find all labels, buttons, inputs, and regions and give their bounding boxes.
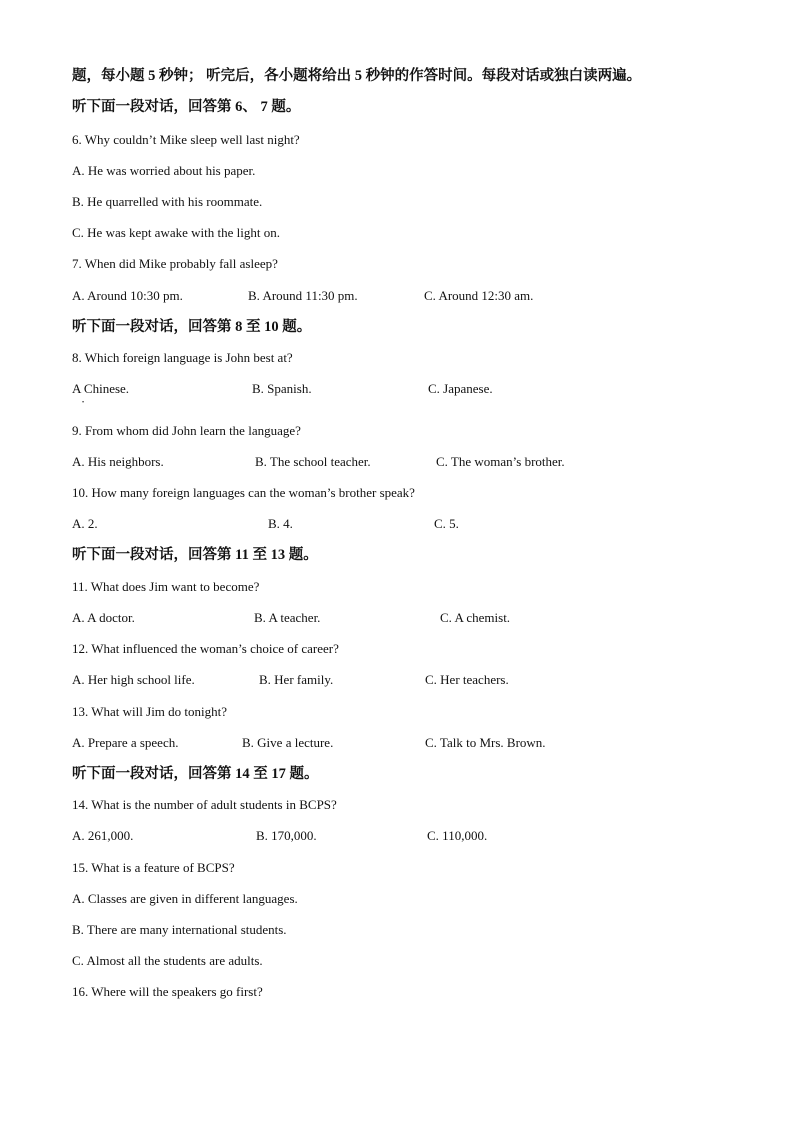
question-7-option-a: A. Around 10:30 pm. xyxy=(72,288,183,303)
question-9-option-c: C. The woman’s brother. xyxy=(436,454,565,469)
question-8: 8. Which foreign language is John best at? xyxy=(72,350,293,365)
question-9: 9. From whom did John learn the language? xyxy=(72,423,301,438)
question-13: 13. What will Jim do tonight? xyxy=(72,704,228,719)
section-heading: 听下面一段对话，回答第 14 至 17 题。 xyxy=(72,766,319,782)
question-8-option-c: C. Japanese. xyxy=(428,381,493,396)
question-11-option-c: C. A chemist. xyxy=(440,610,511,625)
question-14-option-a: A. 261,000. xyxy=(72,828,134,843)
section-heading: 听下面一段对话，回答第 8 至 10 题。 xyxy=(72,319,312,335)
question-6-option-a: A. He was worried about his paper. xyxy=(72,163,256,178)
question-15-option-c: C. Almost all the students are adults. xyxy=(72,953,263,968)
question-6-option-c: C. He was kept awake with the light on. xyxy=(72,225,280,240)
question-6: 6. Why couldn’t Mike sleep well last night? xyxy=(72,132,300,147)
question-6-option-b: B. He quarrelled with his roommate. xyxy=(72,194,263,209)
question-15-option-a: A. Classes are given in different languages. xyxy=(72,891,298,906)
question-15: 15. What is a feature of BCPS? xyxy=(72,860,235,875)
section-heading: 听下面一段对话，回答第 6、 7 题。 xyxy=(72,99,301,115)
question-12-option-b: B. Her family. xyxy=(259,672,334,687)
question-16: 16. Where will the speakers go first? xyxy=(72,984,263,999)
section-heading: 听下面一段对话，回答第 11 至 13 题。 xyxy=(72,547,318,563)
question-13-option-a: A. Prepare a speech. xyxy=(72,735,179,750)
question-12: 12. What influenced the woman’s choice of career? xyxy=(72,641,339,656)
question-7-option-c: C. Around 12:30 am. xyxy=(424,288,534,303)
question-10-option-b: B. 4. xyxy=(268,516,293,531)
instructions-line: 题，每小题 5 秒钟； 听完后，各小题将给出 5 秒钟的作答时间。每段对话或独白读两遍。 xyxy=(72,68,642,84)
question-9-option-a: A. His neighbors. xyxy=(72,454,164,469)
question-9-option-b: B. The school teacher. xyxy=(255,454,371,469)
question-13-option-c: C. Talk to Mrs. Brown. xyxy=(425,735,546,750)
question-12-option-a: A. Her high school life. xyxy=(72,672,195,687)
decorative-dot: • xyxy=(82,400,85,406)
question-8-option-b: B. Spanish. xyxy=(252,381,312,396)
question-10: 10. How many foreign languages can the woman’s brother speak? xyxy=(72,485,415,500)
question-8-option-a: A Chinese. xyxy=(72,381,130,396)
question-12-option-c: C. Her teachers. xyxy=(425,672,509,687)
question-7: 7. When did Mike probably fall asleep? xyxy=(72,256,278,271)
question-7-option-b: B. Around 11:30 pm. xyxy=(248,288,358,303)
question-14: 14. What is the number of adult students in BCPS? xyxy=(72,797,337,812)
question-13-option-b: B. Give a lecture. xyxy=(242,735,334,750)
question-15-option-b: B. There are many international students. xyxy=(72,922,287,937)
question-10-option-a: A. 2. xyxy=(72,516,98,531)
question-11-option-b: B. A teacher. xyxy=(254,610,321,625)
question-14-option-b: B. 170,000. xyxy=(256,828,317,843)
question-11: 11. What does Jim want to become? xyxy=(72,579,260,594)
question-14-option-c: C. 110,000. xyxy=(427,828,488,843)
question-10-option-c: C. 5. xyxy=(434,516,459,531)
question-11-option-a: A. A doctor. xyxy=(72,610,135,625)
